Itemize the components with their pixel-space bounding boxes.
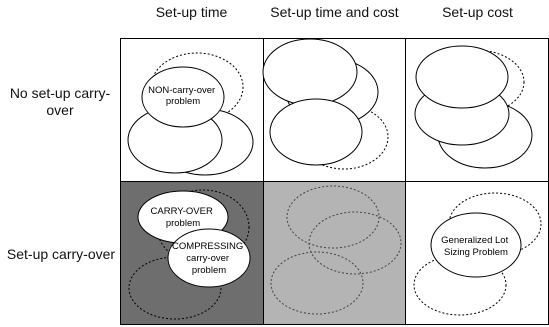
cell-carryover-setup-cost — [414, 193, 541, 315]
cell-carryover-setup-time-and-cost — [263, 181, 406, 325]
label-non-carryover-2: problem — [165, 96, 201, 107]
column-header-setup-time: Set-up time — [155, 4, 228, 20]
label-non-carryover-1: NON-carry-over — [148, 85, 216, 96]
label-compressing-3: problem — [191, 265, 227, 276]
row-header-no-carryover: No set-up carry-over — [9, 85, 111, 118]
label-carryover-1: CARRY-OVER — [150, 206, 213, 217]
label-generalized-2: Sizing Problem — [444, 247, 508, 258]
label-compressing-2: carry-over — [186, 253, 230, 264]
svg-text:Generalized Lot Sizing P — [441, 235, 511, 258]
column-header-setup-cost: Set-up cost — [442, 4, 513, 20]
row-header-carryover: Set-up carry-over — [6, 246, 116, 262]
label-compressing-1: COMPRESSING — [172, 241, 244, 252]
cell-no-carryover-setup-time — [128, 53, 253, 175]
column-header-setup-time-and-cost: Set-up time and cost — [270, 4, 399, 20]
cell-no-carryover-setup-cost — [415, 46, 532, 168]
cell-no-carryover-setup-time-and-cost — [263, 39, 388, 169]
label-generalized-1: Generalized Lot — [441, 235, 509, 246]
label-carryover-2: problem — [165, 218, 201, 229]
